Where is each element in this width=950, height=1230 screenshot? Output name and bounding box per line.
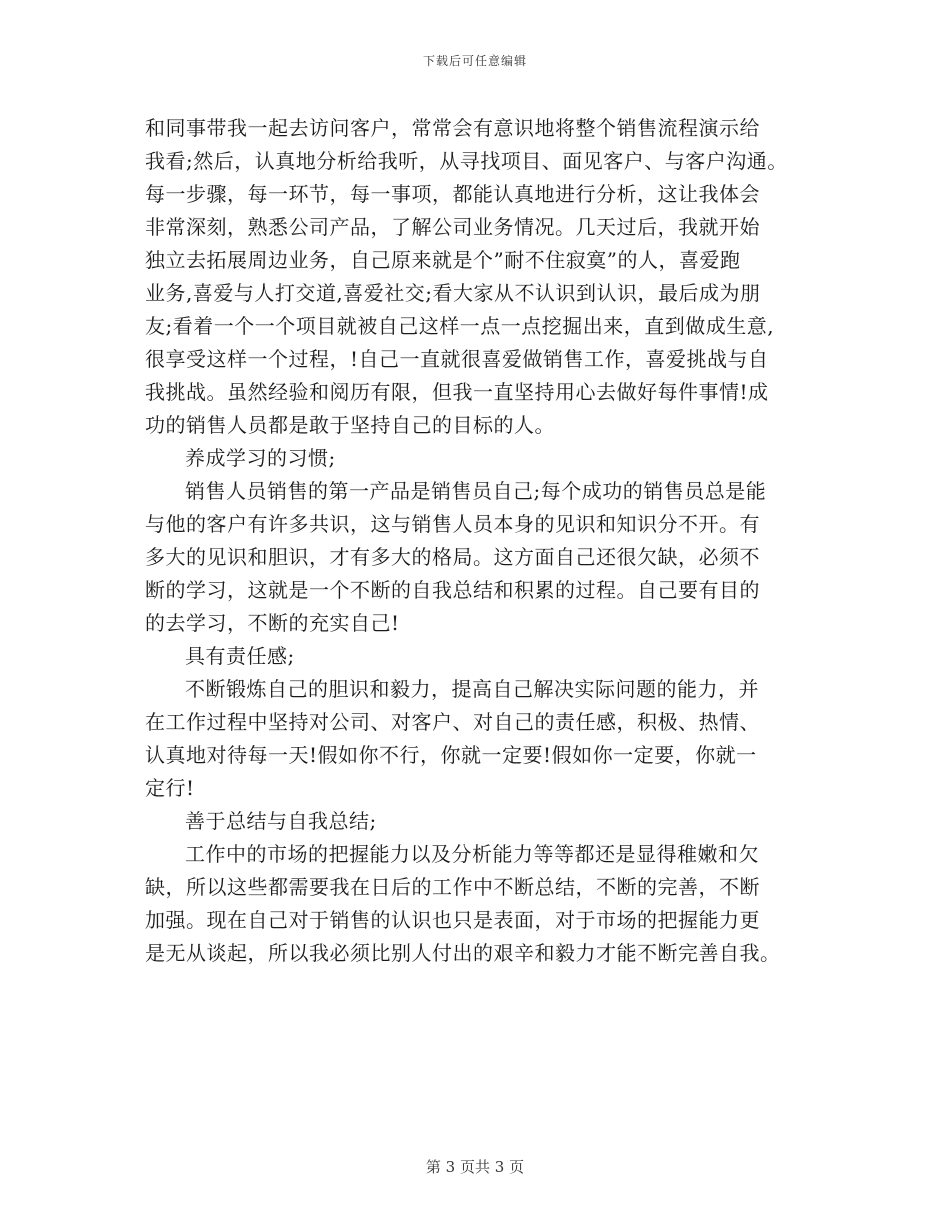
text-line: 我看;然后，认真地分析给我听，从寻找项目、面见客户、与客户沟通。: [145, 149, 788, 173]
text-line: 销售人员销售的第一产品是销售员自己;每个成功的销售员总是能: [185, 479, 767, 503]
text-line: 与他的客户有许多共识，这与销售人员本身的见识和知识分不开。有: [145, 512, 760, 536]
text-line: 具有责任感;: [185, 644, 295, 668]
text-line: 断的学习，这就是一个不断的自我总结和积累的过程。自己要有目的: [145, 578, 760, 602]
text-line: 独立去拓展周边业务，自己原来就是个”耐不住寂寞”的人，喜爱跑: [145, 248, 741, 272]
text-line: 很享受这样一个过程，!自己一直就很喜爱做销售工作，喜爱挑战与自: [145, 347, 769, 371]
text-line: 的去学习，不断的充实自己!: [145, 611, 400, 635]
text-line: 我挑战。虽然经验和阅历有限，但我一直坚持用心去做好每件事情!成: [145, 380, 769, 404]
text-line: 友;看着一个一个项目就被自己这样一点一点挖掘出来，直到做成生意,: [145, 314, 775, 338]
text-line: 是无从谈起，所以我必须比别人付出的艰辛和毅力才能不断完善自我。: [145, 941, 781, 965]
page-number: 第 3 页共 3 页: [425, 1158, 525, 1176]
text-line: 缺，所以这些都需要我在日后的工作中不断总结，不断的完善，不断: [145, 875, 760, 899]
text-line: 加强。现在自己对于销售的认识也只是表面，对于市场的把握能力更: [145, 908, 760, 932]
text-line: 善于总结与自我总结;: [185, 809, 377, 833]
text-line: 和同事带我一起去访问客户，常常会有意识地将整个销售流程演示给: [145, 116, 760, 140]
text-line: 认真地对待每一天!假如你不行，你就一定要!假如你一定要，你就一: [145, 743, 757, 767]
text-line: 不断锻炼自己的胆识和毅力，提高自己解决实际问题的能力，并: [185, 677, 759, 701]
text-line: 工作中的市场的把握能力以及分析能力等等都还是显得稚嫩和欠: [185, 842, 759, 866]
text-line: 定行!: [145, 776, 195, 800]
text-line: 每一步骤，每一环节，每一事项，都能认真地进行分析，这让我体会: [145, 182, 760, 206]
text-line: 非常深刻，熟悉公司产品，了解公司业务情况。几天过后，我就开始: [145, 215, 760, 239]
text-line: 业务,喜爱与人打交道,喜爱社交;看大家从不认识到认识，最后成为朋: [145, 281, 761, 305]
page-header: 下载后可任意编辑: [422, 54, 527, 68]
text-line: 多大的见识和胆识，才有多大的格局。这方面自己还很欠缺，必须不: [145, 545, 760, 569]
document-body: [145, 112, 825, 970]
text-line: 功的销售人员都是敢于坚持自己的目标的人。: [145, 413, 555, 437]
text-line: 在工作过程中坚持对公司、对客户、对自己的责任感，积极、热情、: [145, 710, 760, 734]
text-line: 养成学习的习惯;: [185, 446, 336, 470]
